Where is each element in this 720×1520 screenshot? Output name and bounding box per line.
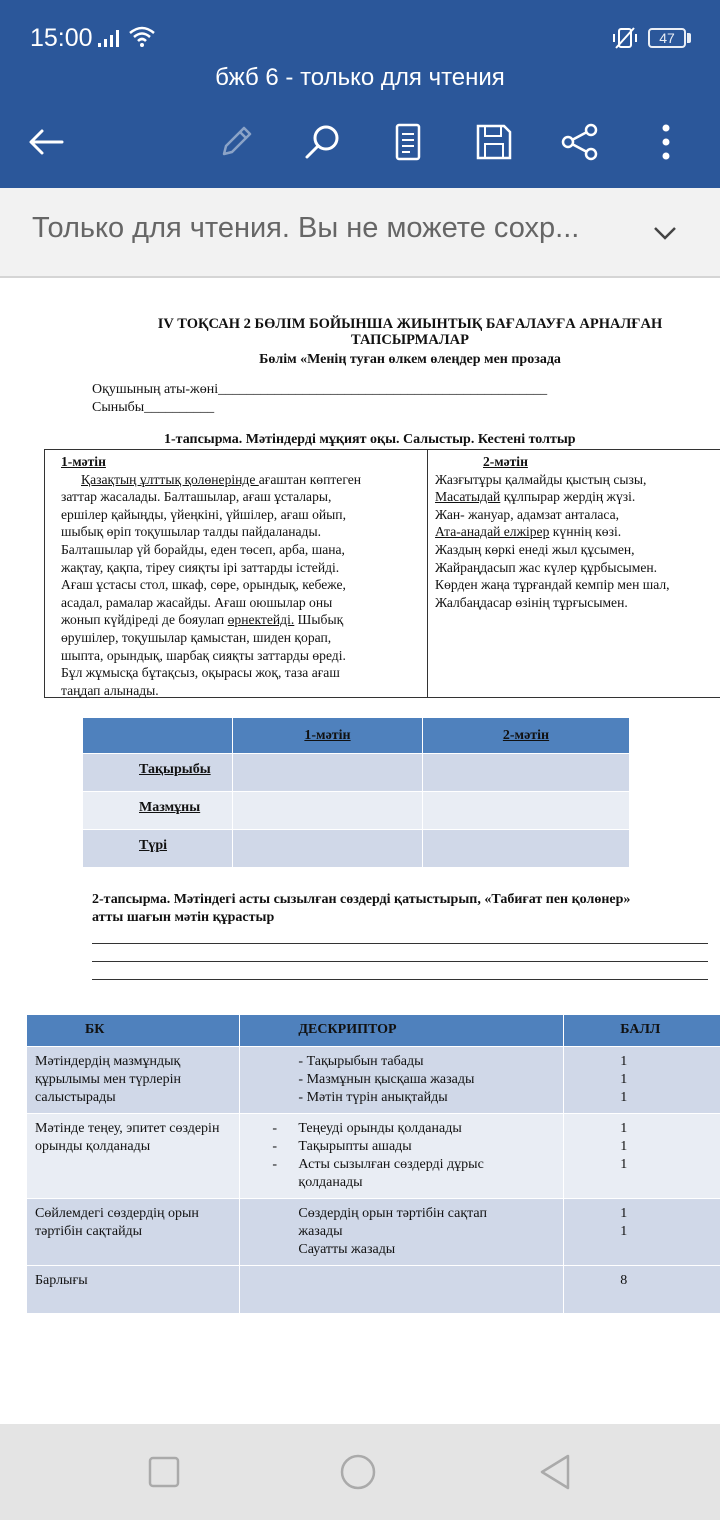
text-1-line: Ағаш ұстасы стол, шкаф, сөре, орындық, кебеже, bbox=[61, 577, 346, 593]
table-header-row bbox=[83, 718, 630, 754]
page-heading bbox=[110, 316, 710, 348]
criteria-cell: Мәтінде теңеу, эпитет сөздерін орынды қолданады bbox=[27, 1114, 240, 1199]
rubric-row bbox=[27, 1199, 720, 1266]
battery-indicator: 47 bbox=[648, 28, 686, 48]
text-2-column bbox=[435, 453, 720, 611]
table-row bbox=[83, 792, 630, 830]
header-cell: БАЛЛ bbox=[564, 1015, 720, 1047]
text-1-line: Бұл жұмысқа бұтақсыз, оқырасы жоқ, таза ағаш bbox=[61, 665, 340, 681]
texts-table bbox=[44, 449, 720, 698]
text-1-line: Балташылар үй борайды, еден төсеп, арба, шана, bbox=[61, 541, 345, 557]
descriptor-item: Сөздердің орын тәртібін сақтап жазады bbox=[298, 1206, 487, 1239]
chevron-down-icon[interactable] bbox=[650, 218, 680, 248]
text-1-line: жонып күйдіреді де бояулап өрнектейді. Шыбық bbox=[61, 612, 344, 628]
rubric-row bbox=[27, 1114, 720, 1199]
wifi-icon bbox=[128, 25, 156, 49]
document-page[interactable] bbox=[0, 280, 720, 1395]
text-1-line: таңдап алынады. bbox=[61, 682, 159, 698]
text-2-line: Жазғытұры қалмайды қыстың сызы, bbox=[435, 471, 647, 487]
row-label: Түрі bbox=[83, 830, 233, 868]
back-button[interactable] bbox=[22, 118, 70, 166]
table-row bbox=[83, 754, 630, 792]
rubric-row bbox=[27, 1047, 720, 1114]
score-cell bbox=[564, 1047, 720, 1114]
pencil-icon bbox=[216, 122, 256, 162]
descriptor-cell bbox=[240, 1199, 564, 1266]
reading-view-button[interactable] bbox=[384, 118, 432, 166]
descriptor-item: - Мәтін түрін анықтайды bbox=[298, 1090, 448, 1105]
descriptor-cell bbox=[240, 1047, 564, 1114]
descriptor-cell bbox=[240, 1114, 564, 1199]
descriptor-item: - Мазмұнын қысқаша жазады bbox=[298, 1072, 475, 1087]
text-1-line: Қазақтың ұлттық қолөнерінде ағаштан көптеген bbox=[81, 471, 362, 487]
score: 1 bbox=[620, 1224, 628, 1239]
rubric-total-row bbox=[27, 1266, 720, 1314]
section-subheading: Бөлім «Менің туған өлкем өлеңдер мен прозада bbox=[259, 352, 561, 367]
header-cell: БК bbox=[27, 1015, 240, 1047]
share-button[interactable] bbox=[556, 118, 604, 166]
recents-square-icon[interactable] bbox=[144, 1452, 184, 1492]
answer-cell[interactable] bbox=[233, 792, 423, 830]
score: 1 bbox=[620, 1054, 628, 1069]
text-2-title: 2-мәтін bbox=[483, 454, 528, 469]
task-2-title-line-1: 2-тапсырма. Мәтіндегі асты сызылған сөздерді қатыстырып, «Табиғат пен қолөнер» bbox=[92, 892, 631, 907]
text-1-line: шыпта, орындық, шарбақ сияқты заттарды өреді. bbox=[61, 647, 346, 663]
header-cell: 1-мәтін bbox=[233, 718, 423, 754]
text-1-line: заттар жасалады. Балташылар, ағаш ұсталары, bbox=[61, 489, 332, 505]
signal-icon bbox=[96, 28, 126, 48]
answer-cell[interactable] bbox=[423, 792, 630, 830]
score-cell bbox=[564, 1114, 720, 1199]
score: 1 bbox=[620, 1157, 628, 1172]
score-cell bbox=[564, 1199, 720, 1266]
rubric-header-row bbox=[27, 1015, 720, 1047]
search-button[interactable] bbox=[298, 118, 346, 166]
text-1-line: асадал, рамалар жасайды. Ағаш оюшылар оны bbox=[61, 594, 333, 610]
save-button[interactable] bbox=[470, 118, 518, 166]
home-circle-icon[interactable] bbox=[338, 1452, 378, 1492]
header-cell: ДЕСКРИПТОР bbox=[240, 1015, 564, 1047]
system-navigation-bar bbox=[0, 1424, 720, 1520]
text-1-column bbox=[61, 453, 413, 699]
student-name-line: Оқушының аты-жөні_______________________________________________ bbox=[92, 382, 548, 397]
vibrate-icon bbox=[610, 26, 640, 50]
row-label: Тақырыбы bbox=[83, 754, 233, 792]
text-2-line: Жаздың көркі енеді жыл құсымен, bbox=[435, 541, 635, 557]
heading-line-2: ТАПСЫРМАЛАР bbox=[351, 332, 469, 348]
rubric-table bbox=[26, 1014, 720, 1314]
battery-tip bbox=[687, 33, 691, 43]
text-1-line: жақтау, қақпа, тіреу сияқты ірі заттарды істейді. bbox=[61, 559, 340, 575]
read-only-message: Только для чтения. Вы не можете сохр... bbox=[32, 212, 580, 244]
comparison-table bbox=[82, 717, 630, 868]
more-options-button[interactable] bbox=[642, 118, 690, 166]
descriptor-cell bbox=[240, 1266, 564, 1314]
text-2-line: Масатыдай құлпырар жердің жүзі. bbox=[435, 489, 636, 505]
answer-line bbox=[92, 943, 708, 944]
text-1-line: өрушілер, тоқушылар қамыстан, шиден қорап, bbox=[61, 629, 332, 645]
row-label: Мазмұны bbox=[83, 792, 233, 830]
answer-line bbox=[92, 979, 708, 980]
table-row bbox=[83, 830, 630, 868]
descriptor-item: - Тақырыбын табады bbox=[298, 1054, 424, 1069]
answer-cell[interactable] bbox=[233, 830, 423, 868]
answer-line bbox=[92, 961, 708, 962]
heading-line-1: IV ТОҚСАН 2 БӨЛІМ БОЙЫНША ЖИЫНТЫҚ БАҒАЛАУҒА АРНАЛҒАН bbox=[157, 316, 663, 332]
score: 1 bbox=[620, 1090, 628, 1105]
text-2-line: Көрден жаңа тұрғандай кемпір мен шал, bbox=[435, 577, 670, 593]
score: 1 bbox=[620, 1139, 628, 1154]
answer-cell[interactable] bbox=[233, 754, 423, 792]
total-score: 8 bbox=[564, 1266, 720, 1314]
descriptor-item: - Теңеуді орынды қолданады bbox=[272, 1121, 462, 1136]
answer-cell[interactable] bbox=[423, 754, 630, 792]
app-bar bbox=[0, 0, 720, 188]
text-1-title: 1-мәтін bbox=[61, 454, 106, 469]
descriptor-item: - Асты сызылған сөздерді дұрыс қолданады bbox=[272, 1157, 484, 1190]
text-2-line: Ата-анадай елжірер күннің көзі. bbox=[435, 524, 622, 540]
status-time: 15:00 bbox=[30, 24, 93, 52]
task-1-title: 1-тапсырма. Мәтіндерді мұқият оқы. Салыстыр. Кестені толтыр bbox=[164, 432, 576, 447]
back-arrow-icon bbox=[26, 122, 66, 162]
more-vert-icon bbox=[646, 122, 686, 162]
text-1-line: ершілер қайыңды, үйеңкіні, үйшілер, ағаш ойып, bbox=[61, 506, 346, 522]
score: 1 bbox=[620, 1072, 628, 1087]
search-icon bbox=[302, 122, 342, 162]
document-title: бжб 6 - только для чтения bbox=[215, 64, 505, 91]
criteria-cell: Сөйлемдегі сөздердің орын тәртібін сақтайды bbox=[27, 1199, 240, 1266]
descriptor-item: - Тақырыпты ашады bbox=[272, 1139, 412, 1154]
edit-button[interactable] bbox=[212, 118, 260, 166]
score: 1 bbox=[620, 1121, 628, 1136]
table-divider bbox=[427, 450, 428, 697]
task-2-title-line-2: атты шағын мәтін құрастыр bbox=[92, 910, 275, 925]
back-triangle-icon[interactable] bbox=[536, 1452, 576, 1492]
total-label: Барлығы bbox=[27, 1266, 240, 1314]
text-2-line: Жалбаңдасар өзінің тұрғысымен. bbox=[435, 594, 628, 610]
score: 1 bbox=[620, 1206, 628, 1221]
criteria-cell: Мәтіндердің мазмұндық құрылымы мен түрлерін салыстырады bbox=[27, 1047, 240, 1114]
header-cell: 2-мәтін bbox=[423, 718, 630, 754]
header-cell bbox=[83, 718, 233, 754]
share-icon bbox=[560, 122, 600, 162]
class-line: Сыныбы__________ bbox=[92, 400, 215, 415]
answer-cell[interactable] bbox=[423, 830, 630, 868]
text-2-line: Жайраңдасып жас күлер құрбысымен. bbox=[435, 559, 658, 575]
text-1-line: шыбық өріп тоқушылар талды пайдаланады. bbox=[61, 524, 321, 540]
save-icon bbox=[474, 122, 514, 162]
text-2-line: Жан- жануар, адамзат анталаса, bbox=[435, 506, 620, 522]
reading-view-icon bbox=[388, 122, 428, 162]
read-only-banner[interactable] bbox=[0, 188, 720, 278]
descriptor-item: Сауатты жазады bbox=[298, 1242, 396, 1257]
